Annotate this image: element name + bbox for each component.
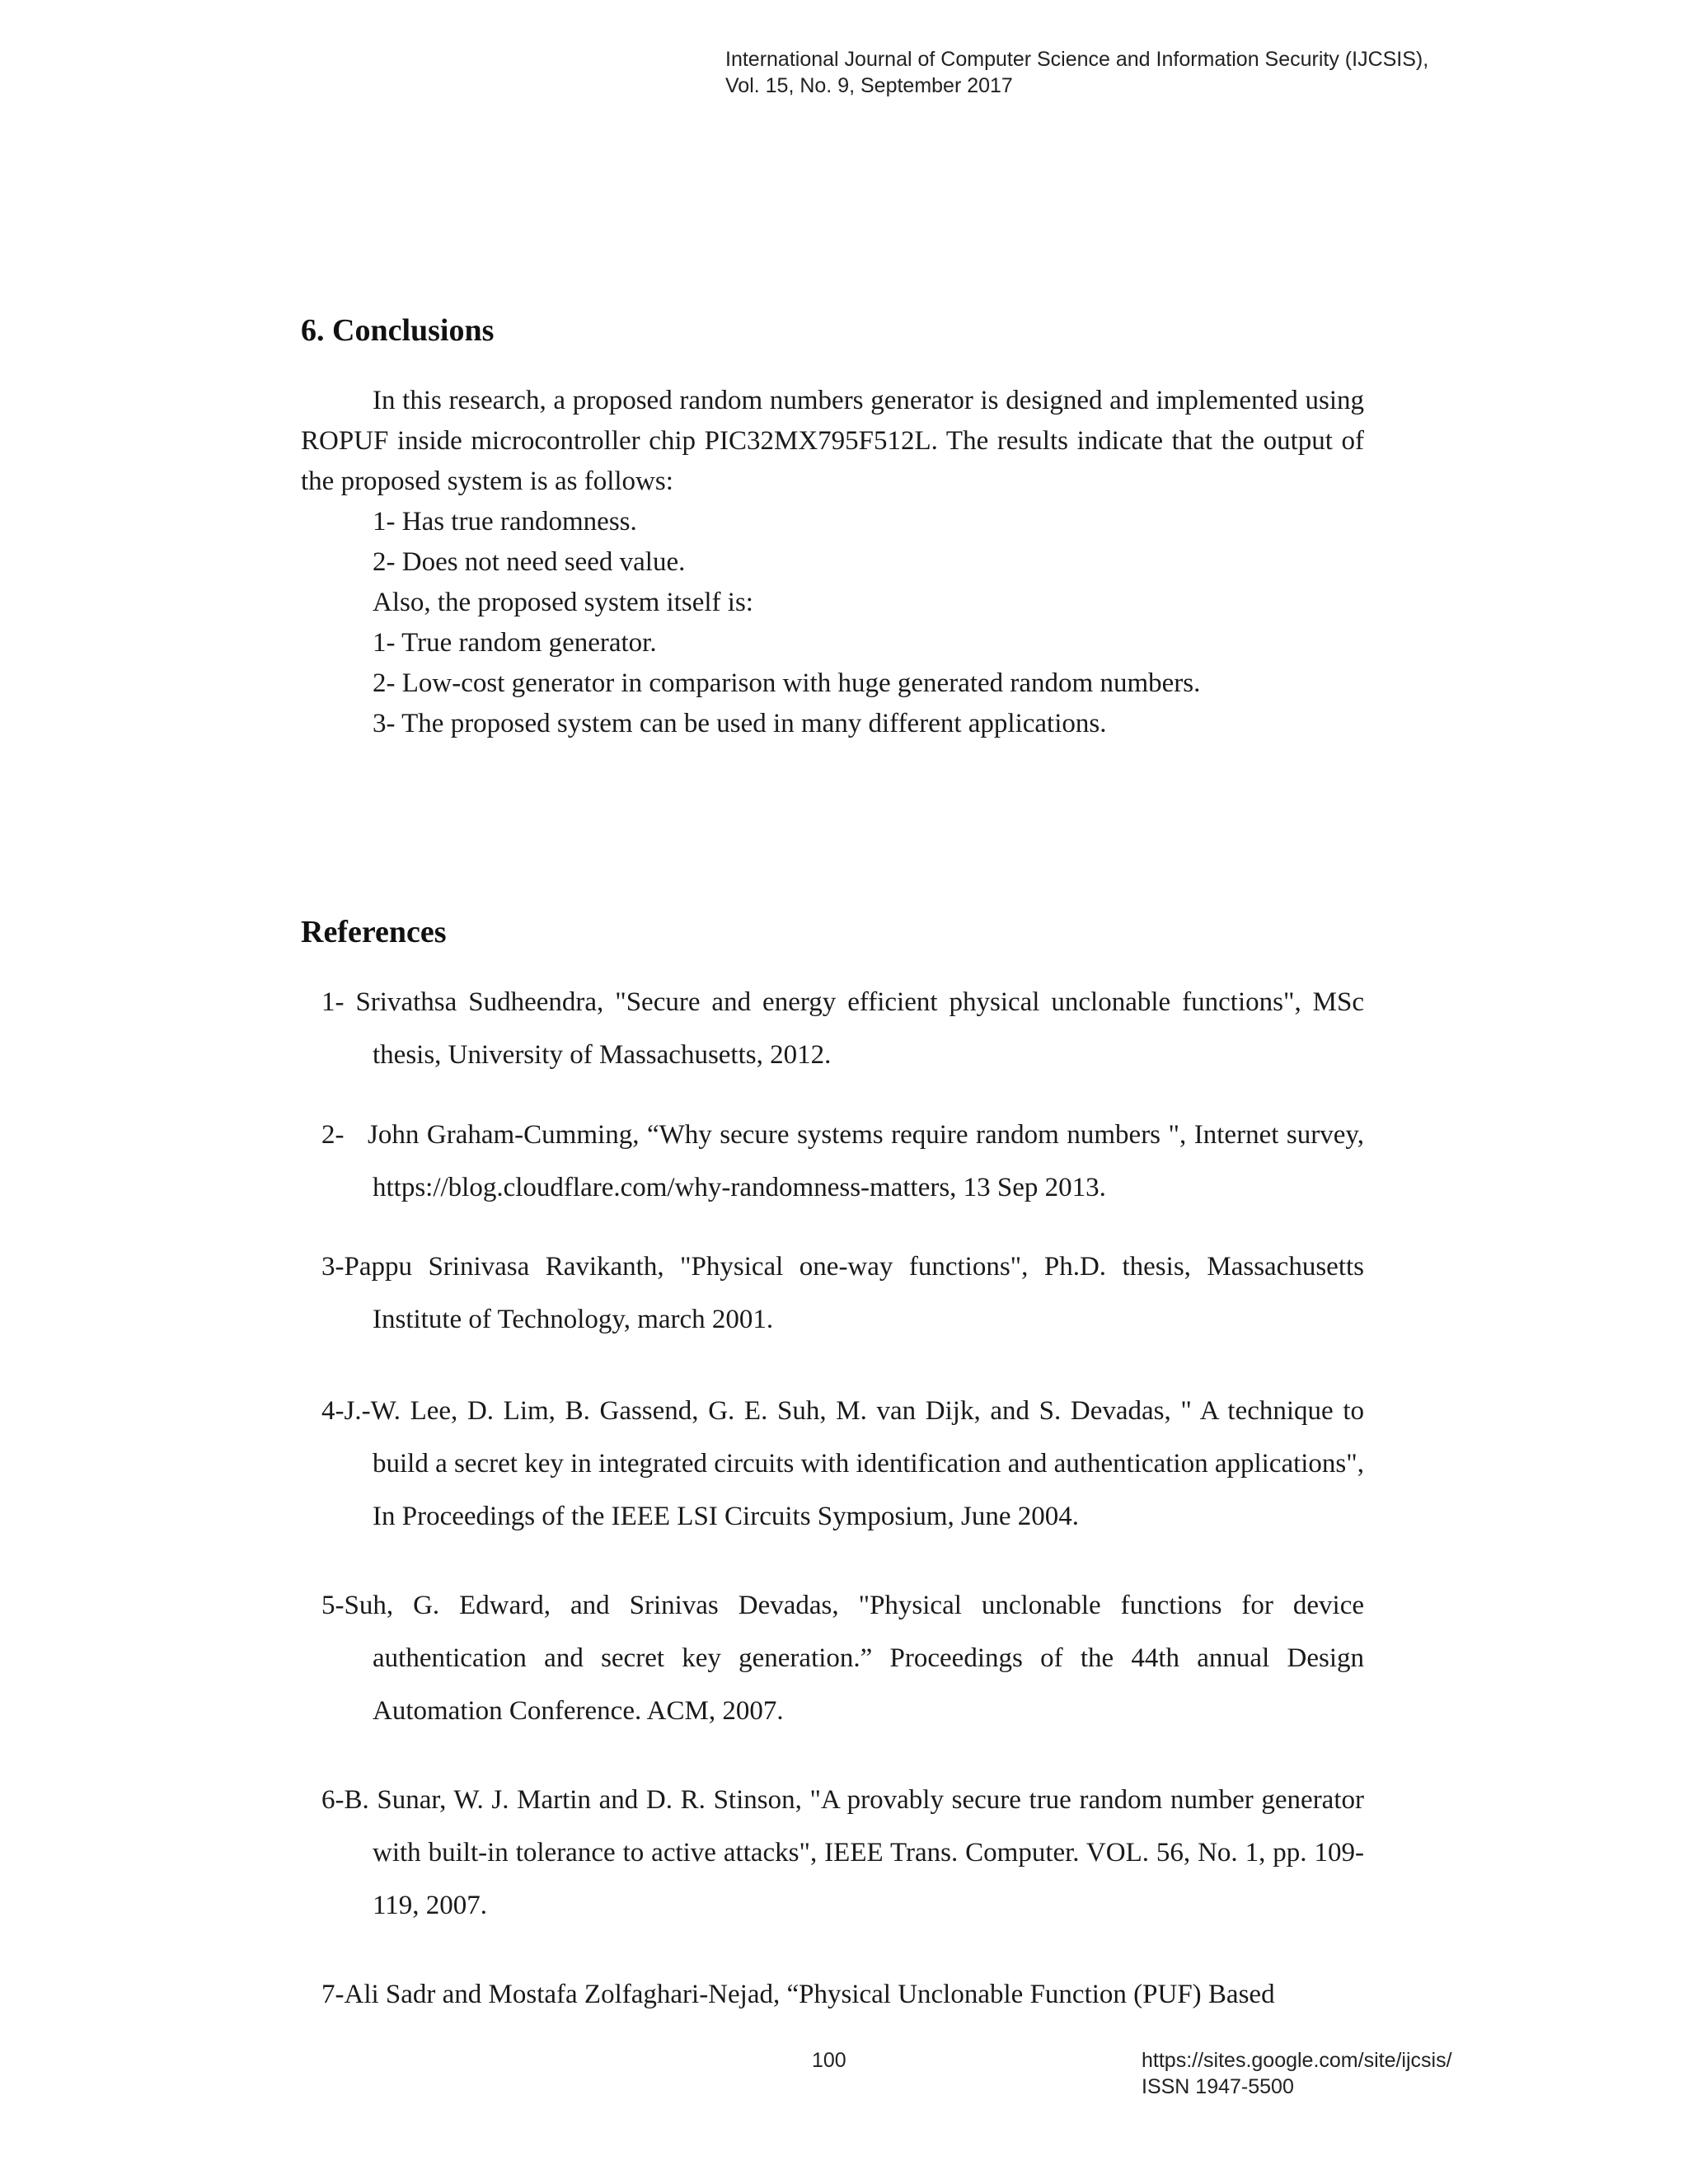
reference-item — [321, 1385, 1364, 1543]
reference-item — [321, 1240, 1364, 1346]
references-heading: References — [301, 915, 447, 949]
reference-item — [321, 976, 1364, 1081]
reference-item — [321, 1579, 1364, 1737]
reference-text: 4-J.-W. Lee, D. Lim, B. Gassend, G. E. Suh, M. van Dijk, and S. Devadas, " A technique to build a secret key in integrated circuits with identification and authentication applications", In Proceedings of the IEEE LSI Circuits Symposium, June 2004. — [321, 1396, 1364, 1531]
reference-item — [321, 1968, 1364, 2021]
issn: ISSN 1947-5500 — [1142, 2075, 1294, 2098]
output-item: 1- Has true randomness. — [373, 507, 637, 537]
reference-text: 6-B. Sunar, W. J. Martin and D. R. Stinson, "A provably secure true random number generator with built-in tolerance to active attacks", IEEE Trans. Computer. VOL. 56, No. 1, pp. 109-119, 2007. — [321, 1785, 1364, 1920]
journal-title-line: International Journal of Computer Science and Information Security (IJCSIS), — [725, 48, 1429, 71]
system-intro: Also, the proposed system itself is: — [373, 588, 753, 617]
journal-volume-line: Vol. 15, No. 9, September 2017 — [725, 74, 1013, 97]
reference-item — [321, 1774, 1364, 1932]
conclusions-heading: 6. Conclusions — [301, 313, 495, 348]
footer-info — [1142, 2047, 1452, 2100]
system-item: 2- Low-cost generator in comparison with huge generated random numbers. — [373, 668, 1201, 698]
system-item: 1- True random generator. — [373, 628, 657, 658]
conclusions-paragraph: In this research, a proposed random numbers generator is designed and implemented using ROPUF inside microcontroller chip PIC32MX795F512L. The results indicate that the output of the proposed system is as follows: — [301, 386, 1364, 496]
reference-text: 1- Srivathsa Sudheendra, "Secure and energy efficient physical unclonable functions", MSc thesis, University of Massachusetts, 2012. — [321, 987, 1364, 1070]
reference-text: 7-Ali Sadr and Mostafa Zolfaghari-Nejad, “Physical Unclonable Function (PUF) Based — [321, 1980, 1275, 2009]
system-item: 3- The proposed system can be used in many different applications. — [373, 709, 1107, 738]
reference-text: 2- John Graham-Cumming, “Why secure systems require random numbers ", Internet survey, https://blog.cloudflare.com/why-randomness-matters, 13 Sep 2013. — [321, 1120, 1364, 1202]
reference-text: 3-Pappu Srinivasa Ravikanth, "Physical one-way functions", Ph.D. thesis, Massachusetts Institute of Technology, march 2001. — [321, 1252, 1364, 1334]
site-url: https://sites.google.com/site/ijcsis/ — [1142, 2049, 1452, 2072]
reference-text: 5-Suh, G. Edward, and Srinivas Devadas, "Physical unclonable functions for device authentication and secret key generation.” Proceedings of the 44th annual Design Automation Conference. ACM, 2007. — [321, 1591, 1364, 1726]
page-number: 100 — [812, 2049, 846, 2072]
journal-header — [725, 46, 1428, 99]
reference-item — [321, 1108, 1364, 1214]
output-item: 2- Does not need seed value. — [373, 547, 686, 577]
